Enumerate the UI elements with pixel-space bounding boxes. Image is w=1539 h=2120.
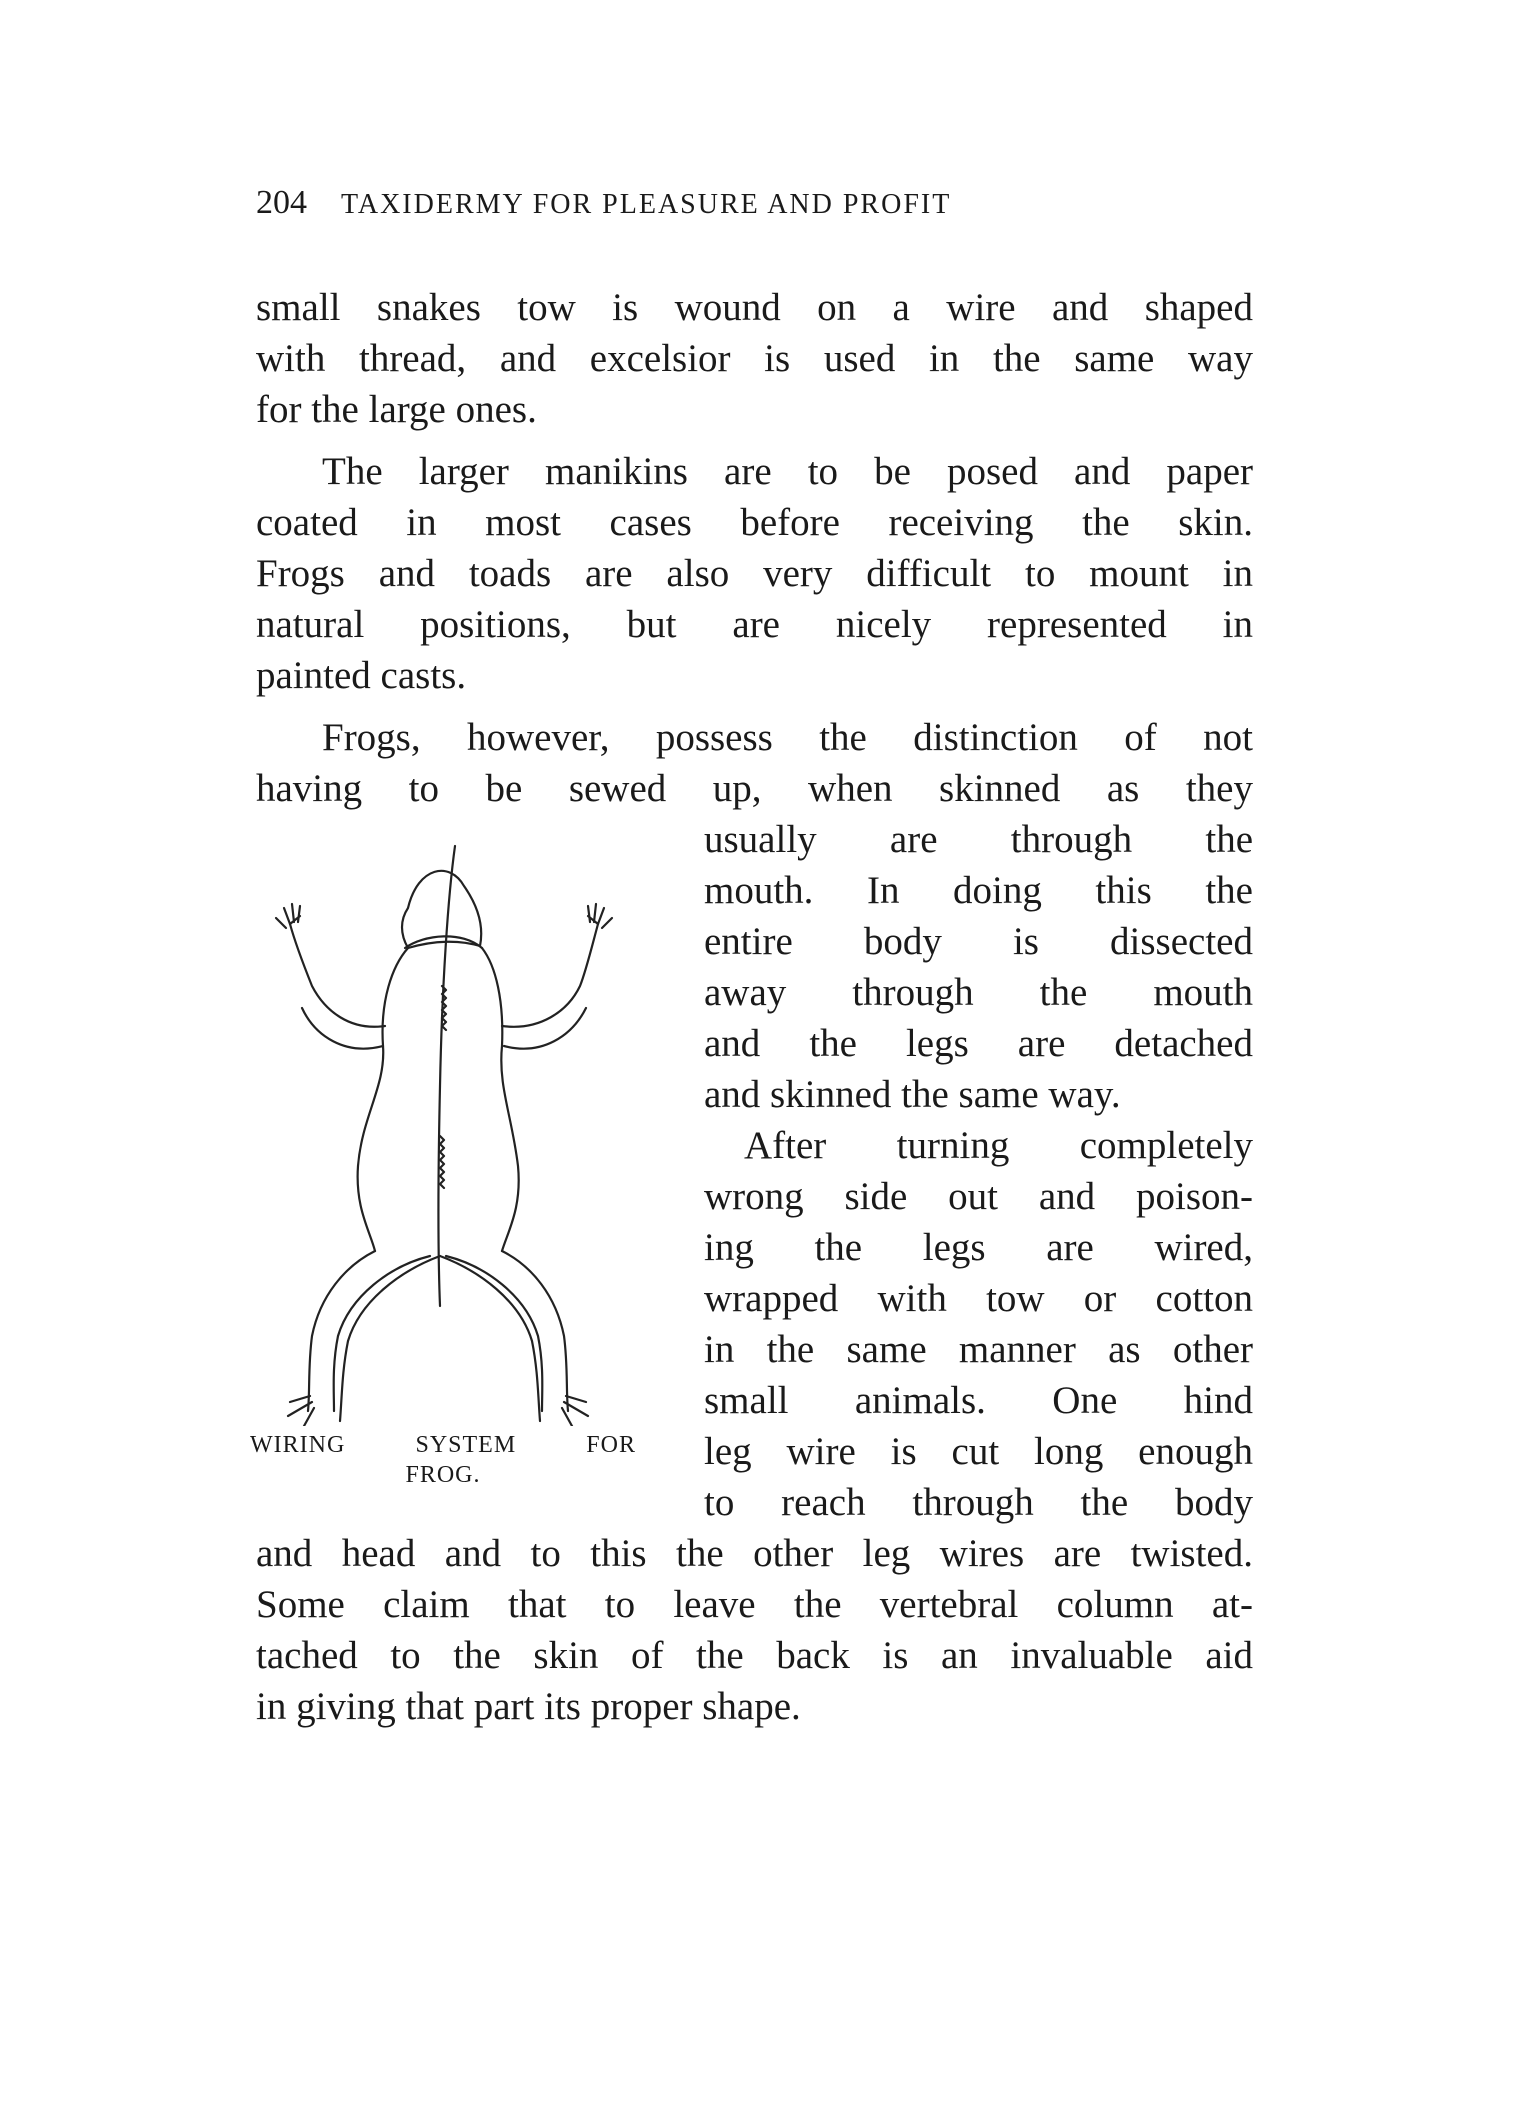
left-leg-wire [340, 1256, 440, 1421]
text-line: ing the legs are wired, [704, 1226, 1253, 1269]
text-line: coated in most cases before receiving the skin. [256, 501, 1253, 544]
text-line: with thread, and excelsior is used in the same way [256, 337, 1253, 380]
frog-wiring-illustration [250, 836, 640, 1426]
right-foot [562, 1396, 588, 1426]
right-hand [588, 904, 612, 928]
left-leg-inner [334, 1256, 430, 1411]
text-line: in giving that part its proper shape. [256, 1685, 801, 1728]
frog-body-left [358, 948, 408, 1251]
text-line: wrapped with tow or cotton [704, 1277, 1253, 1320]
text-line: small animals. One hind [704, 1379, 1253, 1422]
text-line: wrong side out and poison- [704, 1175, 1253, 1218]
right-leg-wire [440, 1256, 540, 1421]
text-line: usually are through the [704, 818, 1253, 861]
text-line: Frogs, however, possess the distinction of not [322, 716, 1253, 759]
text-line: natural positions, but are nicely represented in [256, 603, 1253, 646]
caption-line: WIRING SYSTEM FOR [250, 1432, 636, 1458]
frog-body-right [482, 948, 519, 1251]
right-leg-inner [446, 1256, 542, 1411]
text-line: Some claim that to leave the vertebral column at- [256, 1583, 1253, 1626]
text-line: The larger manikins are to be posed and paper [322, 450, 1253, 493]
caption-line: FROG. [405, 1462, 481, 1488]
spine-wire [439, 846, 456, 1306]
running-title: TAXIDERMY FOR PLEASURE AND PROFIT [341, 189, 952, 220]
right-leg-outer [502, 1251, 568, 1411]
text-line: having to be sewed up, when skinned as they [256, 767, 1253, 810]
text-line: away through the mouth [704, 971, 1253, 1014]
text-line: to reach through the body [704, 1481, 1253, 1524]
text-line: mouth. In doing this the [704, 869, 1253, 912]
figure-caption [250, 1430, 636, 1490]
right-arm-inner [504, 1008, 586, 1049]
page-number: 204 [256, 184, 307, 221]
left-hand [276, 904, 300, 928]
text-line: and head and to this the other leg wires are twisted. [256, 1532, 1253, 1575]
text-line: and the legs are detached [704, 1022, 1253, 1065]
text-line: tached to the skin of the back is an invaluable aid [256, 1634, 1253, 1677]
text-line: leg wire is cut long enough [704, 1430, 1253, 1473]
text-line: After turning completely [744, 1124, 1253, 1167]
text-line: and skinned the same way. [704, 1073, 1121, 1116]
left-foot [288, 1396, 314, 1426]
text-line: for the large ones. [256, 388, 537, 431]
text-line: entire body is dissected [704, 920, 1253, 963]
text-line: small snakes tow is wound on a wire and shaped [256, 286, 1253, 329]
running-head [256, 182, 1256, 225]
left-arm-inner [302, 1008, 383, 1049]
text-line: painted casts. [256, 654, 467, 697]
text-line: in the same manner as other [704, 1328, 1253, 1371]
text-line: Frogs and toads are also very difficult to mount in [256, 552, 1253, 595]
